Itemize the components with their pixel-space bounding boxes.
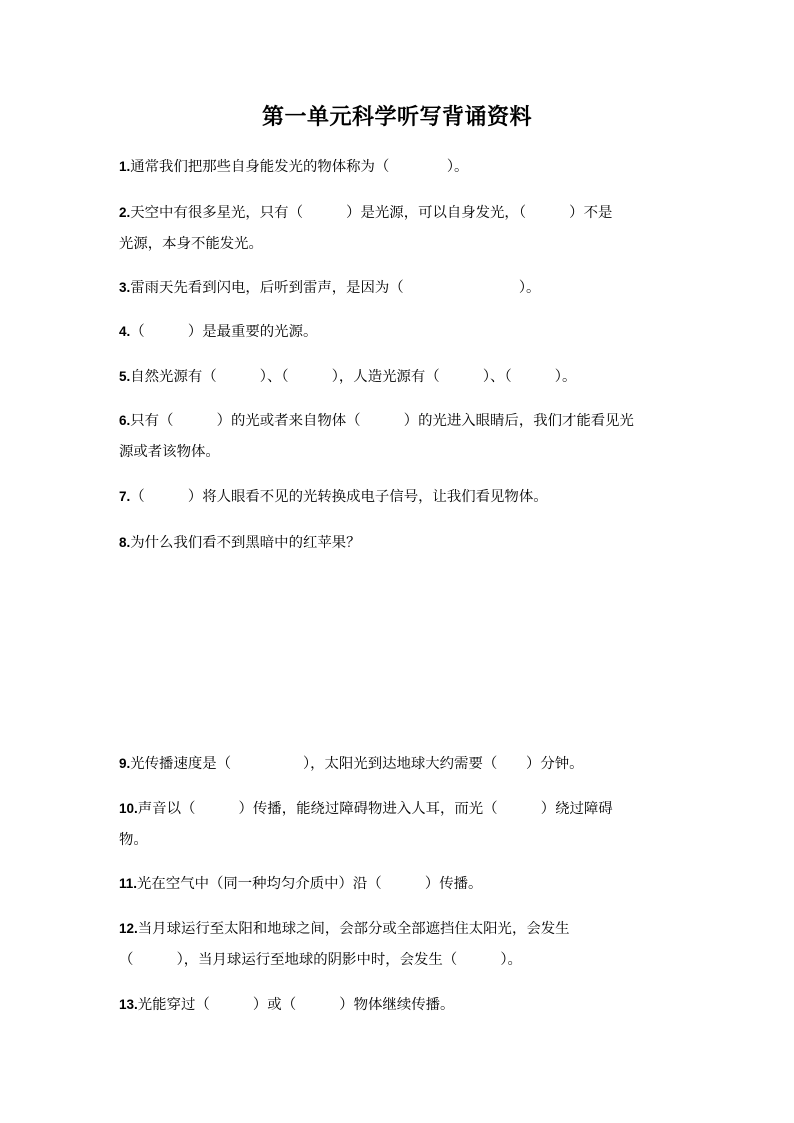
question-3	[119, 272, 677, 304]
question-number: 3.	[119, 280, 131, 295]
question-text: 雷雨天先看到闪电，后听到雷声，是因为（ ）。	[130, 280, 541, 296]
question-number: 7.	[119, 489, 131, 504]
question-text: （ ）是最重要的光源。	[130, 324, 318, 340]
question-number: 1.	[119, 159, 131, 174]
question-text: 光能穿过（ ）或（ ）物体继续传播。	[137, 997, 455, 1013]
question-line: （ ），当月球运行至地球的阴影中时，会发生（ ）。	[119, 952, 522, 968]
question-8	[119, 527, 677, 559]
question-1	[119, 151, 677, 183]
question-number: 12.	[119, 921, 138, 936]
question-2	[119, 197, 677, 260]
question-line	[119, 316, 677, 348]
question-text: 天空中有很多星光，只有（ ）是光源，可以自身发光，（ ）不是	[130, 205, 613, 221]
question-text: 当月球运行至太阳和地球之间，会部分或全部遮挡住太阳光，会发生	[137, 921, 570, 937]
question-11	[119, 868, 677, 900]
question-text: （ ）将人眼看不见的光转换成电子信号，让我们看见物体。	[130, 489, 548, 505]
question-number: 2.	[119, 205, 131, 220]
question-line	[119, 913, 677, 945]
question-12	[119, 913, 677, 976]
question-line	[119, 272, 677, 304]
question-number: 5.	[119, 369, 131, 384]
question-text: 为什么我们看不到黑暗中的红苹果？	[130, 535, 361, 551]
question-text: 自然光源有（ ）、（ ），人造光源有（ ）、（ ）。	[130, 369, 577, 385]
question-number: 13.	[119, 997, 138, 1012]
question-number: 11.	[119, 876, 138, 891]
question-number: 10.	[119, 801, 138, 816]
question-text: 光传播速度是（ ），太阳光到达地球大约需要（ ）分钟。	[130, 756, 584, 772]
question-10	[119, 793, 677, 856]
question-text: 通常我们把那些自身能发光的物体称为（ ）。	[130, 159, 469, 175]
question-line	[119, 197, 677, 229]
question-line	[119, 793, 677, 825]
question-line: 源或者该物体。	[119, 444, 220, 460]
question-line	[119, 989, 677, 1021]
question-line	[119, 527, 677, 559]
question-line: 光源，本身不能发光。	[119, 236, 263, 252]
question-number: 9.	[119, 756, 131, 771]
question-line	[119, 748, 677, 780]
question-line	[119, 151, 677, 183]
question-number: 8.	[119, 535, 131, 550]
question-text: 光在空气中（同一种均匀介质中）沿（ ）传播。	[137, 876, 483, 892]
question-13	[119, 989, 677, 1021]
question-line: 物。	[119, 832, 148, 848]
question-4	[119, 316, 677, 348]
question-9	[119, 748, 677, 780]
question-line	[119, 361, 677, 393]
question-number: 6.	[119, 413, 131, 428]
question-5	[119, 361, 677, 393]
page-title: 第一单元科学听写背诵资料	[261, 105, 532, 130]
question-line	[119, 405, 677, 437]
question-number: 4.	[119, 324, 131, 339]
question-6	[119, 405, 677, 468]
question-line	[119, 868, 677, 900]
question-line	[119, 481, 677, 513]
question-text: 只有（ ）的光或者来自物体（ ）的光进入眼睛后，我们才能看见光	[130, 413, 634, 429]
question-text: 声音以（ ）传播，能绕过障碍物进入人耳，而光（ ）绕过障碍	[137, 801, 613, 817]
question-7	[119, 481, 677, 513]
